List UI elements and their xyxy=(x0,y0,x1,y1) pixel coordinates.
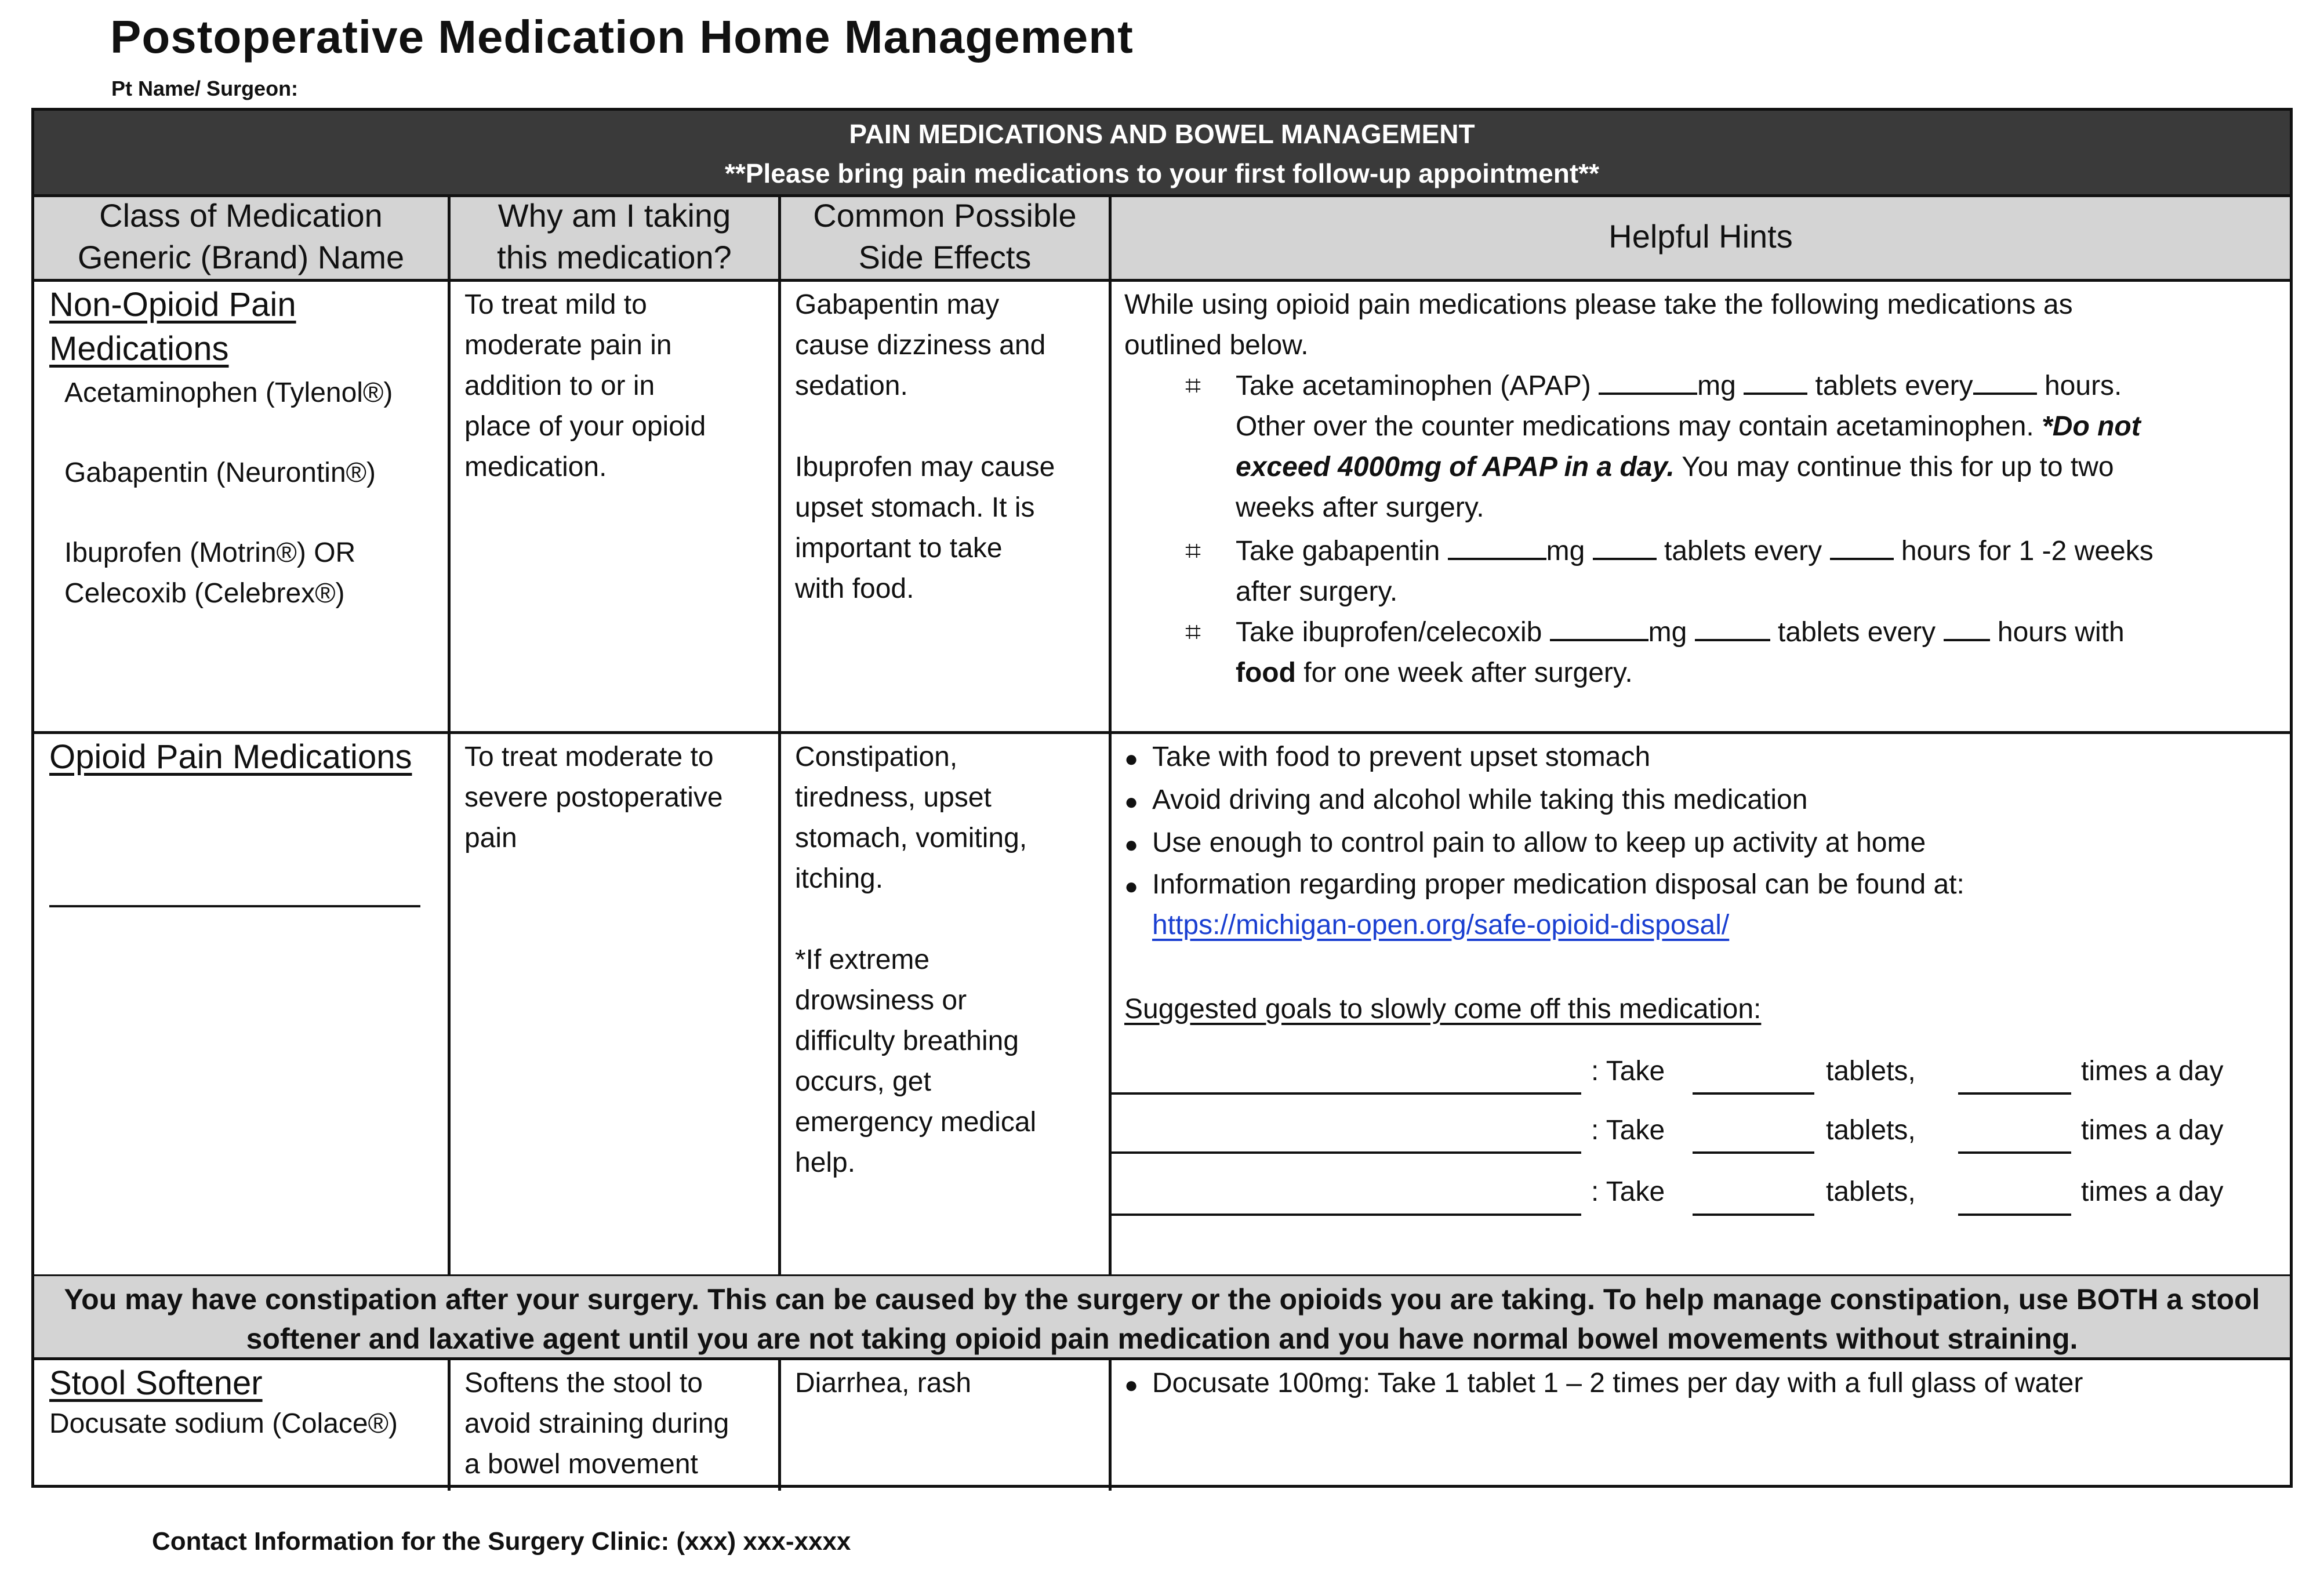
side-effect-line: drowsiness or xyxy=(795,985,967,1016)
header-class-line1: Class of Medication xyxy=(99,197,383,234)
header-class-of-medication xyxy=(34,194,448,279)
why-line: a bowel movement xyxy=(464,1449,698,1480)
goal-times-blank[interactable] xyxy=(1958,1092,2071,1095)
goal-times-label: times a day xyxy=(2081,1056,2224,1087)
goal-times-blank[interactable] xyxy=(1958,1151,2071,1154)
hint-acetaminophen xyxy=(1236,366,2122,406)
side-effect-line: Diarrhea, rash xyxy=(795,1368,972,1398)
side-effect-line: Constipation, xyxy=(795,742,958,772)
opioid-hint-1: Take with food to prevent upset stomach xyxy=(1152,742,1651,772)
row2-side-effects-cell xyxy=(795,737,1108,1183)
constipation-line2: softener and laxative agent until you are not taking opioid pain medication and you have normal bowel movements without straining. xyxy=(246,1323,2078,1355)
why-line: medication. xyxy=(464,452,607,482)
side-effect-line: upset stomach. It is xyxy=(795,492,1035,523)
opioid-hint-2: Avoid driving and alcohol while taking this medication xyxy=(1152,784,1808,815)
constipation-note xyxy=(34,1276,2290,1357)
hint-text: mg xyxy=(1546,536,1585,566)
goals-title: Suggested goals to slowly come off this medication: xyxy=(1124,994,1762,1024)
bullet-icon: ● xyxy=(1124,874,1139,899)
goal-tablets-label: tablets, xyxy=(1826,1176,1916,1207)
docusate-hint: Docusate 100mg: Take 1 tablet 1 – 2 times per day with a full glass of water xyxy=(1152,1368,2083,1398)
disposal-link[interactable]: https://michigan-open.org/safe-opioid-disposal/ xyxy=(1152,910,1730,940)
clinic-contact: Contact Information for the Surgery Clinic: (xxx) xxx-xxxx xyxy=(152,1527,851,1556)
drug-gabapentin: Gabapentin (Neurontin®) xyxy=(64,457,376,488)
goal-date-blank[interactable] xyxy=(1112,1214,1581,1216)
opioid-hint-4: Information regarding proper medication disposal can be found at: xyxy=(1152,869,1964,900)
why-line: Softens the stool to xyxy=(464,1368,703,1398)
why-line: To treat moderate to xyxy=(464,742,714,772)
side-effect-line: Ibuprofen may cause xyxy=(795,452,1055,482)
hint-gabapentin-line2: after surgery. xyxy=(1236,576,1398,607)
hint-text: tablets every xyxy=(1778,617,1936,648)
goal-tablets-label: tablets, xyxy=(1826,1056,1916,1087)
why-line: avoid straining during xyxy=(464,1408,729,1439)
hours-blank[interactable] xyxy=(1944,616,1990,641)
why-line: severe postoperative xyxy=(464,782,723,813)
goal-tablets-label: tablets, xyxy=(1826,1115,1916,1146)
hint-ibuprofen xyxy=(1236,612,2125,653)
hint-text: hours with xyxy=(1997,617,2125,648)
row1-hints-cell xyxy=(1124,285,2284,366)
divider xyxy=(34,731,2290,734)
side-effect-line: emergency medical xyxy=(795,1107,1037,1138)
hint-text: mg xyxy=(1648,617,1687,648)
goal-tablets-blank[interactable] xyxy=(1693,1092,1814,1095)
side-effect-line: with food. xyxy=(795,573,914,604)
side-effect-line: important to take xyxy=(795,533,1003,564)
hint-gabapentin xyxy=(1236,531,2154,572)
why-line: place of your opioid xyxy=(464,411,706,442)
side-effect-line: sedation. xyxy=(795,370,908,401)
header-why-line2: this medication? xyxy=(497,239,732,275)
row3-class-title: Stool Softener xyxy=(49,1364,263,1402)
drug-acetaminophen: Acetaminophen (Tylenol®) xyxy=(64,377,393,408)
hint-text: Take gabapentin xyxy=(1236,536,1440,566)
row1-class-cell xyxy=(49,285,444,614)
opioid-name-blank[interactable] xyxy=(49,905,420,907)
goal-take-label: : Take xyxy=(1591,1176,1665,1207)
medication-table xyxy=(31,108,2293,1488)
hint-text: hours for 1 -2 weeks xyxy=(1901,536,2154,566)
header-why-line1: Why am I taking xyxy=(498,197,731,234)
row3-why-cell xyxy=(464,1363,778,1485)
row2-class-cell xyxy=(49,737,444,778)
row1-why-cell xyxy=(464,285,778,488)
side-effect-line: occurs, get xyxy=(795,1066,931,1097)
drug-ibuprofen: Ibuprofen (Motrin®) OR xyxy=(64,537,356,568)
goal-date-blank[interactable] xyxy=(1112,1092,1581,1095)
divider xyxy=(448,194,451,1276)
hint-ibuprofen-line2 xyxy=(1236,653,1633,693)
side-effect-line: stomach, vomiting, xyxy=(795,823,1027,853)
table-banner xyxy=(34,111,2290,194)
why-line: addition to or in xyxy=(464,370,655,401)
bullet-icon: ● xyxy=(1124,1372,1139,1398)
side-effect-line: difficulty breathing xyxy=(795,1026,1019,1056)
hours-blank[interactable] xyxy=(1830,535,1894,560)
hint-text: tablets every xyxy=(1664,536,1822,566)
row1-side-effects-cell xyxy=(795,285,1108,609)
bullet-icon: ● xyxy=(1124,746,1139,772)
header-hints-text: Helpful Hints xyxy=(1608,218,1793,255)
goal-take-label: : Take xyxy=(1591,1115,1665,1146)
goal-take-label: : Take xyxy=(1591,1056,1665,1087)
bullet-icon: ● xyxy=(1124,789,1139,815)
row3-class-cell xyxy=(49,1363,444,1444)
divider xyxy=(1109,194,1112,1276)
tablets-blank[interactable] xyxy=(1593,535,1657,560)
row2-class-title: Opioid Pain Medications xyxy=(49,738,412,776)
hint-intro-line2: outlined below. xyxy=(1124,330,1309,361)
page-title: Postoperative Medication Home Management xyxy=(110,11,1134,63)
why-line: pain xyxy=(464,823,517,853)
pt-name-label: Pt Name/ Surgeon: xyxy=(111,77,299,100)
goal-times-label: times a day xyxy=(2081,1176,2224,1207)
hint-acetaminophen-line4: weeks after surgery. xyxy=(1236,492,1484,523)
why-line: moderate pain in xyxy=(464,330,672,361)
goal-times-label: times a day xyxy=(2081,1115,2224,1146)
hint-bold: food xyxy=(1236,657,1296,688)
mg-blank[interactable] xyxy=(1448,535,1546,560)
side-effect-line: Gabapentin may xyxy=(795,289,1000,320)
divider xyxy=(34,194,2290,197)
drug-celecoxib: Celecoxib (Celebrex®) xyxy=(64,578,345,609)
goal-tablets-blank[interactable] xyxy=(1693,1151,1814,1154)
drug-docusate: Docusate sodium (Colace®) xyxy=(49,1408,398,1439)
tablets-blank[interactable] xyxy=(1695,616,1770,641)
hash-icon: ⌗ xyxy=(1185,370,1201,401)
side-effect-line: tiredness, upset xyxy=(795,782,992,813)
hint-text: You may continue this for up to two xyxy=(1682,452,2114,482)
hint-warning: exceed 4000mg of APAP in a day. xyxy=(1236,452,1675,482)
hint-warning: *Do not xyxy=(2042,411,2141,442)
hint-text: hours. xyxy=(2044,370,2122,401)
header-class-line2: Generic (Brand) Name xyxy=(77,239,405,275)
hint-text: Take acetaminophen (APAP) xyxy=(1236,370,1591,401)
bullet-icon: ● xyxy=(1124,832,1139,858)
mg-blank[interactable] xyxy=(1550,616,1648,641)
divider xyxy=(448,1357,451,1491)
banner-title: PAIN MEDICATIONS AND BOWEL MANAGEMENT xyxy=(849,119,1475,149)
header-why-taking xyxy=(451,194,778,279)
hint-text: Other over the counter medications may contain acetaminophen. xyxy=(1236,411,2034,442)
header-helpful-hints xyxy=(1112,194,2290,279)
divider xyxy=(1109,1357,1112,1491)
hash-icon: ⌗ xyxy=(1185,536,1201,566)
header-side-line2: Side Effects xyxy=(858,239,1032,275)
side-effect-line: *If extreme xyxy=(795,944,930,975)
side-effect-line: help. xyxy=(795,1147,856,1178)
goal-times-blank[interactable] xyxy=(1958,1214,2071,1216)
goal-tablets-blank[interactable] xyxy=(1693,1214,1814,1216)
hint-acetaminophen-line2 xyxy=(1236,406,2141,447)
hint-acetaminophen-line3 xyxy=(1236,447,2114,488)
hours-blank[interactable] xyxy=(1973,369,2037,395)
row1-class-title-2: Medications xyxy=(49,330,229,368)
hint-text: tablets every xyxy=(1815,370,1973,401)
hash-icon: ⌗ xyxy=(1185,617,1201,648)
side-effect-line: itching. xyxy=(795,863,884,894)
banner-subtitle: **Please bring pain medications to your first follow-up appointment** xyxy=(725,158,1599,188)
hint-text: mg xyxy=(1697,370,1736,401)
header-side-effects xyxy=(781,194,1109,279)
divider xyxy=(34,279,2290,282)
hint-text: Take ibuprofen/celecoxib xyxy=(1236,617,1542,648)
mg-blank[interactable] xyxy=(1599,369,1697,395)
constipation-line1: You may have constipation after your surgery. This can be caused by the surgery or the opioids you are taking. To help manage constipation, use BOTH a stool xyxy=(64,1283,2260,1316)
divider xyxy=(778,1357,781,1491)
row1-class-title-1: Non-Opioid Pain xyxy=(49,286,296,324)
row3-side-effects-cell xyxy=(795,1363,1108,1404)
divider xyxy=(778,194,781,1276)
tablets-blank[interactable] xyxy=(1744,369,1807,395)
header-side-line1: Common Possible xyxy=(813,197,1077,234)
hint-text: for one week after surgery. xyxy=(1303,657,1633,688)
why-line: To treat mild to xyxy=(464,289,647,320)
goal-date-blank[interactable] xyxy=(1112,1151,1581,1154)
row2-why-cell xyxy=(464,737,778,859)
opioid-hint-3: Use enough to control pain to allow to keep up activity at home xyxy=(1152,827,1926,858)
side-effect-line: cause dizziness and xyxy=(795,330,1046,361)
hint-intro-line1: While using opioid pain medications please take the following medications as xyxy=(1124,289,2073,320)
